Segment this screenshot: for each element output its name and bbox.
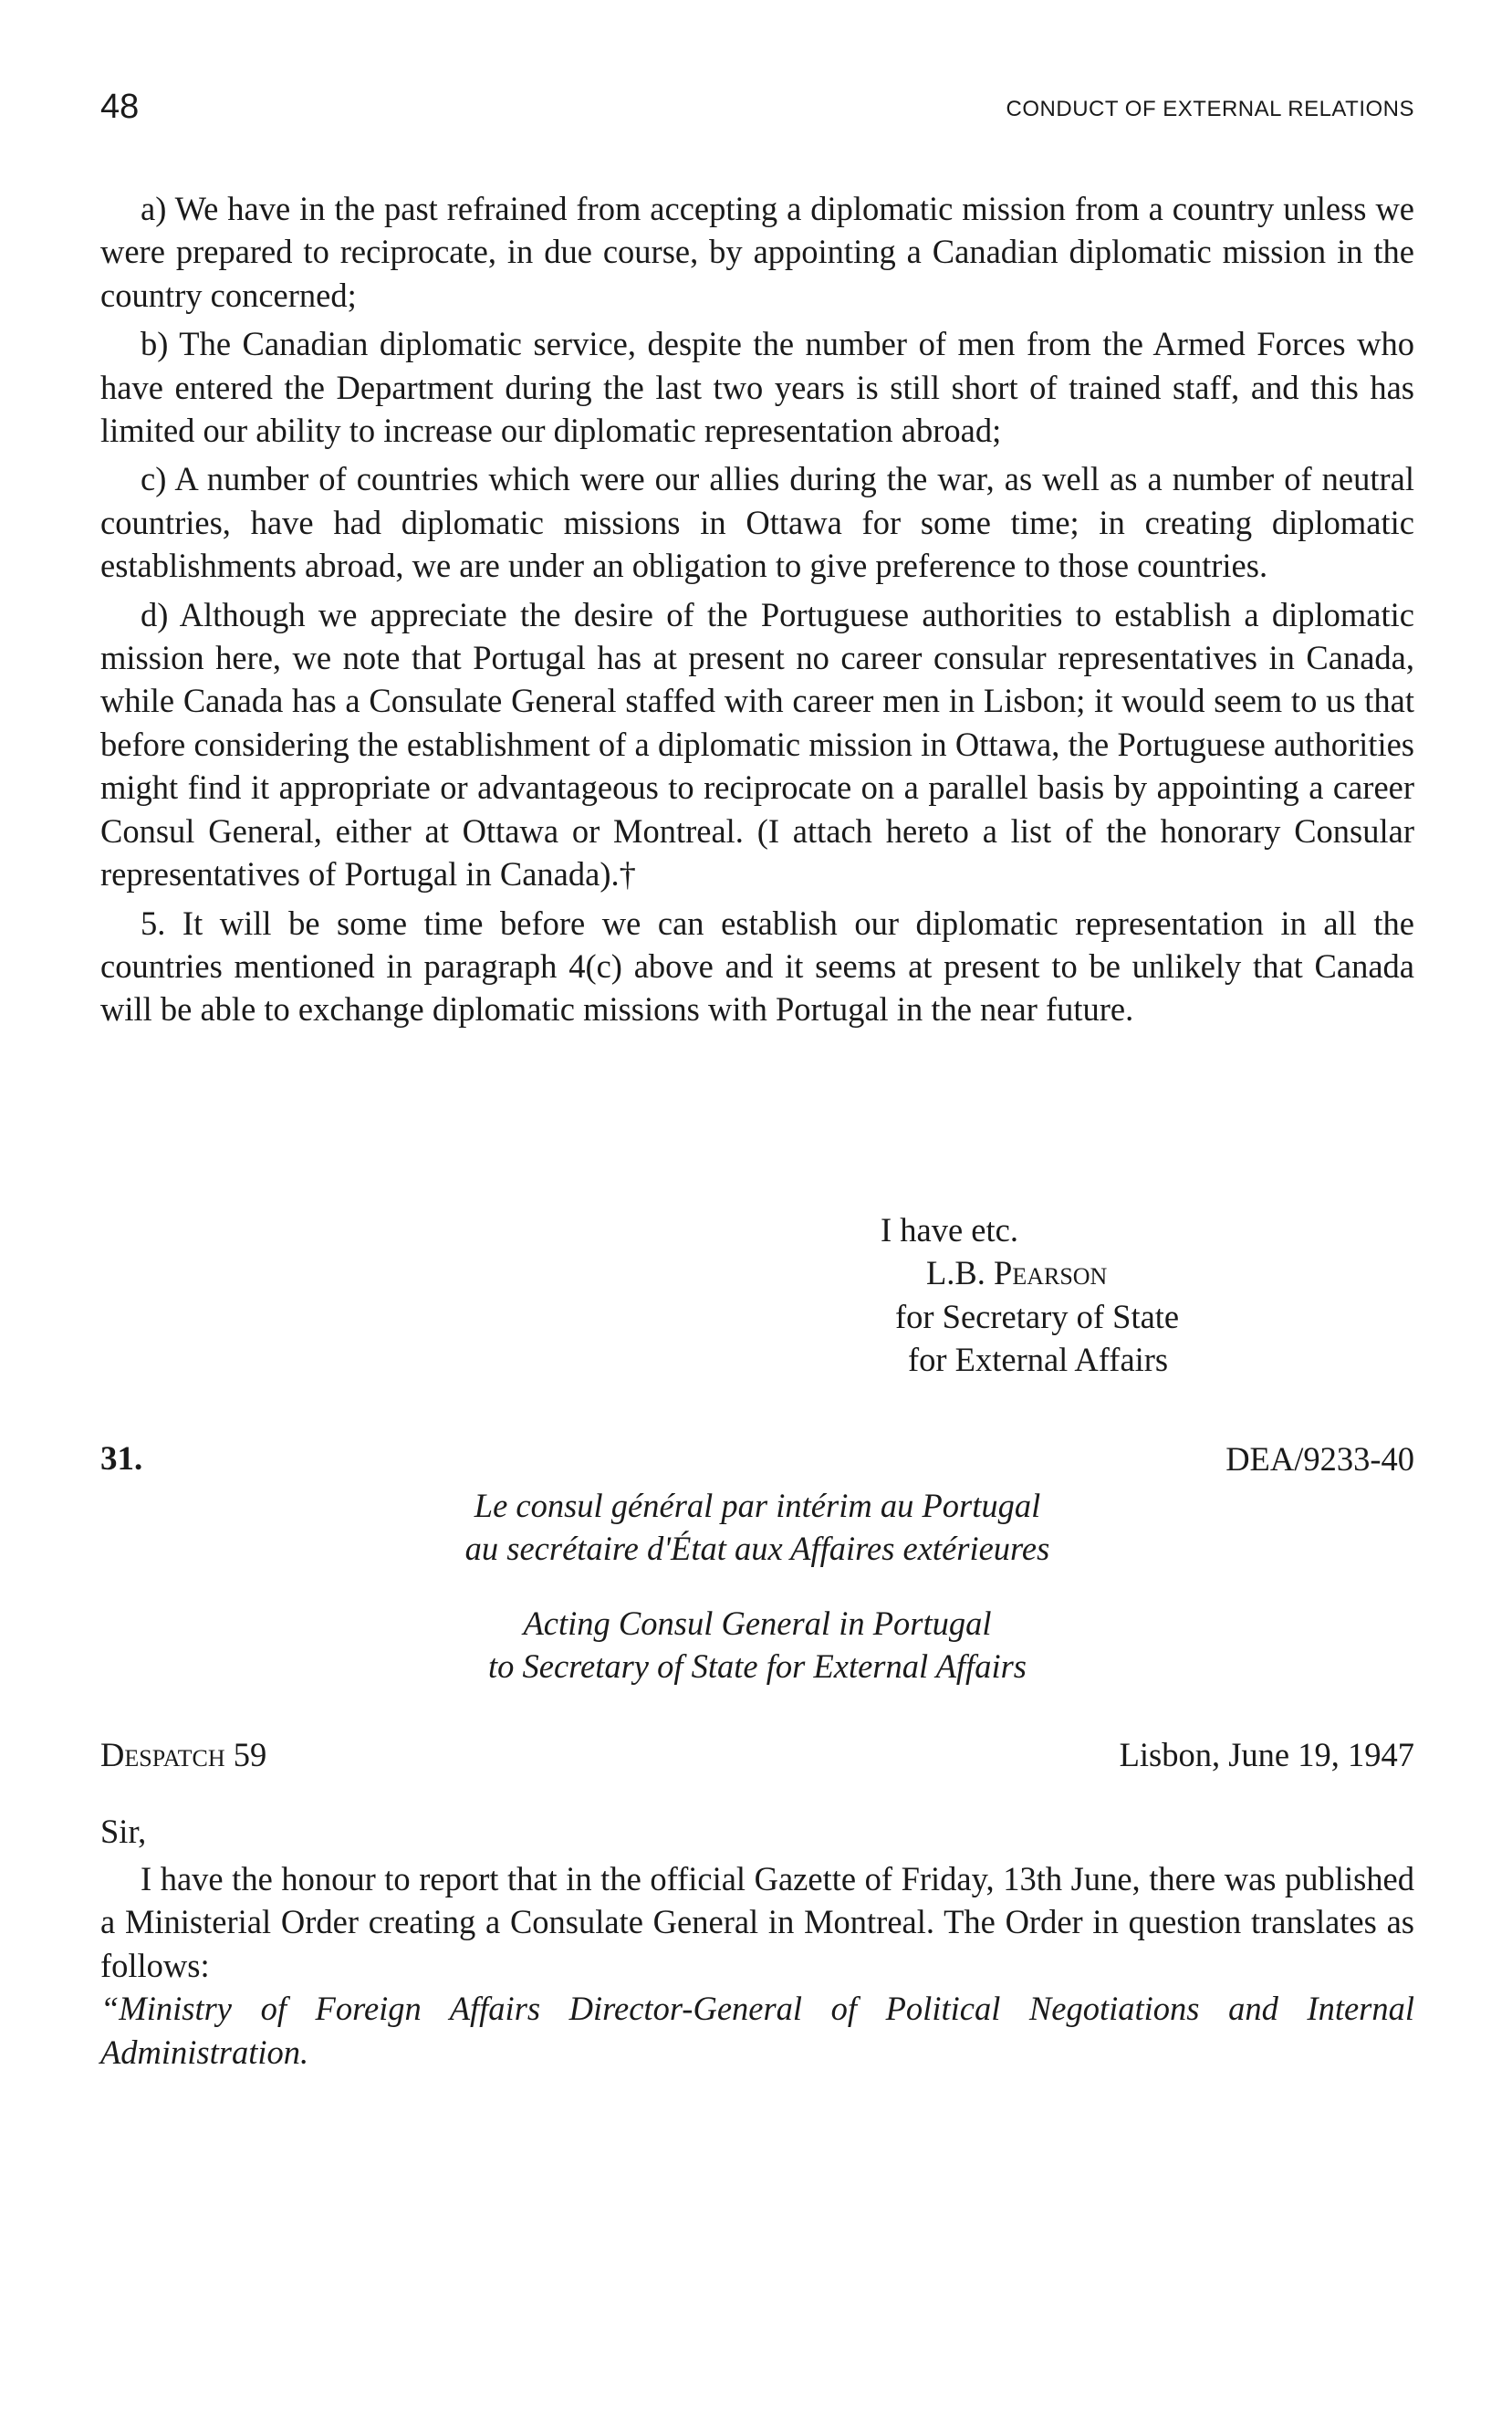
letter-paragraph: I have the honour to report that in the official Gazette of Friday, 13th June, there was published a Ministerial Order creating a Consulate General in Montreal. The Order in question translates as follows: <box>100 1860 1414 1984</box>
salutation: Sir, <box>100 1813 147 1850</box>
quoted-order: “Ministry of Foreign Affairs Director-General of Political Negotiations and Internal Administration. <box>100 1990 1414 2071</box>
heading-english-line1: Acting Consul General in Portugal <box>523 1604 992 1642</box>
document-page <box>100 0 1414 2425</box>
paragraph-5: 5. It will be some time before we can establish our diplomatic representation in all the countries mentioned in paragraph 4(c) above and it seems at present to be unlikely that Canada will be able to exchange diplomatic missions with Portugal in the near future. <box>100 904 1414 1029</box>
signatory-title-line1: for Secretary of State <box>895 1297 1180 1335</box>
page-header <box>100 84 1414 130</box>
signatory-name: L.B. Pearson <box>926 1254 1108 1292</box>
heading-english <box>100 1602 1414 1688</box>
paragraph-a: a) We have in the past refrained from accepting a diplomatic mission from a country unless we were prepared to reciprocate, in due course, by appointing a Canadian diplomatic mission in the country concerned; <box>100 190 1414 314</box>
heading-english-line2: to Secretary of State for External Affairs <box>487 1647 1027 1686</box>
running-head: CONDUCT OF EXTERNAL RELATIONS <box>1006 97 1414 121</box>
closing-line: I have etc. <box>881 1211 1018 1249</box>
signatory-title-line2: for External Affairs <box>908 1341 1169 1379</box>
heading-french-line1: Le consul général par intérim au Portugal <box>474 1487 1041 1524</box>
despatch-label: Despatch 59 <box>100 1736 267 1773</box>
document-number: 31. <box>100 1440 143 1478</box>
letter-continuation <box>100 187 1414 1037</box>
page-number: 48 <box>100 88 140 126</box>
document-reference: DEA/9233-40 <box>1225 1440 1414 1478</box>
letter-body <box>100 1857 1414 2074</box>
paragraph-b: b) The Canadian diplomatic service, despite the number of men from the Armed Forces who have entered the Department during the last two years is still short of trained staff, and this has limited our ability to increase our diplomatic representation abroad; <box>100 325 1414 450</box>
paragraph-c: c) A number of countries which were our allies during the war, as well as a number of neutral countries, have had diplomatic missions in Ottawa for some time; in creating diplomatic establishments abroad, we are under an obligation to give preference to those countries. <box>100 460 1414 585</box>
paragraph-d: d) Although we appreciate the desire of the Portuguese authorities to establish a diplomatic mission here, we note that Portugal has at present no career consular representatives in Canada, while Canada has a Consulate General staffed with career men in Lisbon; it would seem to us that before considering the establishment of a diplomatic mission in Ottawa, the Portuguese authorities might find it appropriate or advantageous to reciprocate on a parallel basis by appointing a career Consul General, either at Ottawa or Montreal. (I attach hereto a list of the honorary Consular representatives of Portugal in Canada).† <box>100 595 1414 894</box>
heading-french-line2: au secrétaire d'État aux Affaires extérieures <box>464 1530 1050 1568</box>
place-date: Lisbon, June 19, 1947 <box>1119 1736 1414 1773</box>
heading-french <box>100 1484 1414 1571</box>
signature-block <box>881 1208 1179 1382</box>
